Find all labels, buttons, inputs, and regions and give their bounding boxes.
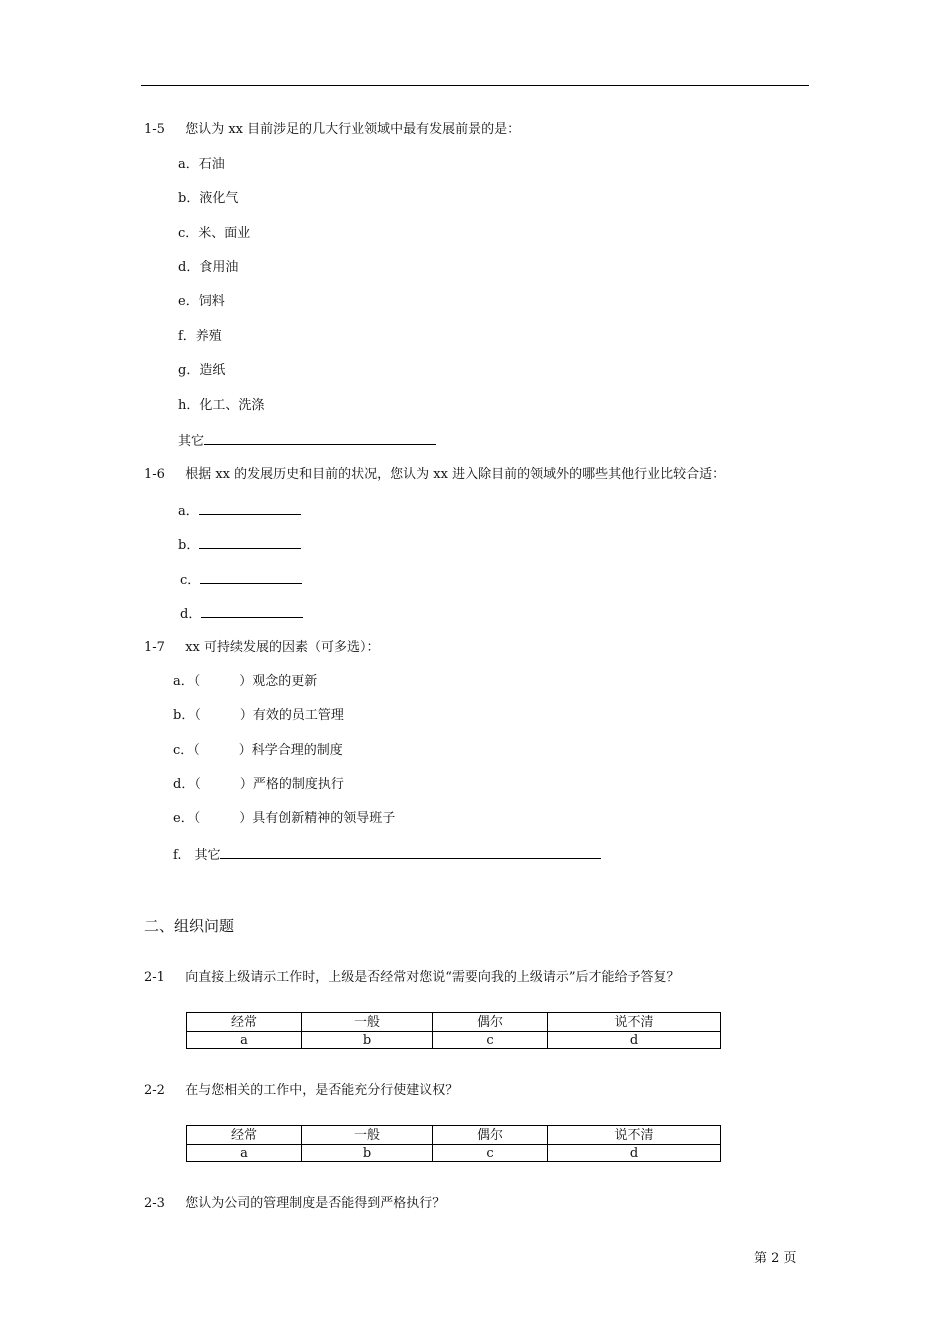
question-number: 2-3: [144, 1196, 165, 1211]
answer-cell[interactable]: c: [433, 1032, 548, 1049]
answer-cell[interactable]: a: [187, 1145, 302, 1162]
question-number: 1-5: [144, 122, 165, 137]
checkbox-option-d[interactable]: d．（ ）严格的制度执行: [173, 777, 344, 792]
fill-line[interactable]: [199, 536, 301, 549]
blank-option-d: [180, 605, 303, 623]
question-1-7: [144, 640, 380, 656]
question-number: 1-7: [144, 640, 165, 655]
question-2-1: [144, 970, 680, 986]
other-label: 其它: [178, 434, 205, 449]
blank-option-c: [180, 571, 302, 589]
option-label: d．: [180, 607, 202, 622]
fill-line[interactable]: [200, 571, 302, 584]
option-f[interactable]: f．养殖: [178, 329, 222, 344]
question-text: 根据 xx 的发展历史和目前的状况，您认为 xx 进入除目前的领域外的哪些其他行业比较合适：: [185, 467, 726, 482]
question-2-2: [144, 1083, 458, 1099]
question-text: 在与您相关的工作中，是否能充分行使建议权？: [185, 1083, 459, 1098]
blank-option-b: [178, 536, 301, 554]
checkbox-option-b[interactable]: b．（ ）有效的员工管理: [173, 708, 344, 723]
question-1-5: [144, 122, 520, 138]
checkbox-option-a[interactable]: a．（ ）观念的更新: [173, 674, 318, 689]
header-cell: 一般: [302, 1126, 433, 1145]
option-c[interactable]: c．米、面业: [178, 226, 251, 241]
option-e[interactable]: e．饲料: [178, 294, 225, 309]
question-number: 1-6: [144, 467, 165, 482]
option-label: c．: [180, 573, 201, 588]
page-number: 第 2 页: [754, 1251, 797, 1266]
option-d[interactable]: d．食用油: [178, 260, 239, 275]
other-option: [178, 432, 436, 450]
checkbox-option-c[interactable]: c．（ ）科学合理的制度: [173, 743, 343, 758]
option-g[interactable]: g．造纸: [178, 363, 226, 378]
option-label: a．: [178, 504, 199, 519]
other-fill-line[interactable]: [220, 846, 601, 859]
question-1-6: [144, 467, 725, 483]
question-number: 2-2: [144, 1083, 165, 1098]
answer-cell[interactable]: d: [548, 1145, 721, 1162]
answer-cell[interactable]: b: [302, 1145, 433, 1162]
header-cell: 偶尔: [433, 1126, 548, 1145]
header-rule: [141, 85, 809, 86]
fill-line[interactable]: [199, 502, 301, 515]
option-a[interactable]: a．石油: [178, 157, 225, 172]
header-cell: 说不清: [548, 1013, 721, 1032]
question-text: 您认为公司的管理制度是否能得到严格执行？: [185, 1196, 446, 1211]
question-text: 您认为 xx 目前涉足的几大行业领域中最有发展前景的是：: [185, 122, 521, 137]
answer-cell[interactable]: a: [187, 1032, 302, 1049]
other-label: f. 其它: [173, 848, 221, 863]
header-cell: 经常: [187, 1013, 302, 1032]
fill-line[interactable]: [201, 605, 303, 618]
section-title: 二、组织问题: [144, 917, 235, 935]
option-b[interactable]: b．液化气: [178, 191, 239, 206]
header-cell: 偶尔: [433, 1013, 548, 1032]
answer-cell[interactable]: b: [302, 1032, 433, 1049]
question-text: 向直接上级请示工作时，上级是否经常对您说“需要向我的上级请示”后才能给予答复？: [185, 970, 680, 985]
other-fill-line[interactable]: [204, 432, 436, 445]
option-label: b．: [178, 538, 200, 553]
header-cell: 说不清: [548, 1126, 721, 1145]
question-2-3: [144, 1196, 445, 1212]
checkbox-option-e[interactable]: e．（ ）具有创新精神的领导班子: [173, 811, 396, 826]
option-h[interactable]: h．化工、洗涤: [178, 398, 265, 413]
question-number: 2-1: [144, 970, 165, 985]
checkbox-option-f: [173, 846, 601, 864]
answer-table-2-2: [186, 1125, 721, 1162]
header-cell: 经常: [187, 1126, 302, 1145]
answer-cell[interactable]: d: [548, 1032, 721, 1049]
question-text: xx 可持续发展的因素（可多选）：: [185, 640, 380, 655]
answer-table-2-1: [186, 1012, 721, 1049]
answer-cell[interactable]: c: [433, 1145, 548, 1162]
header-cell: 一般: [302, 1013, 433, 1032]
blank-option-a: [178, 502, 301, 520]
